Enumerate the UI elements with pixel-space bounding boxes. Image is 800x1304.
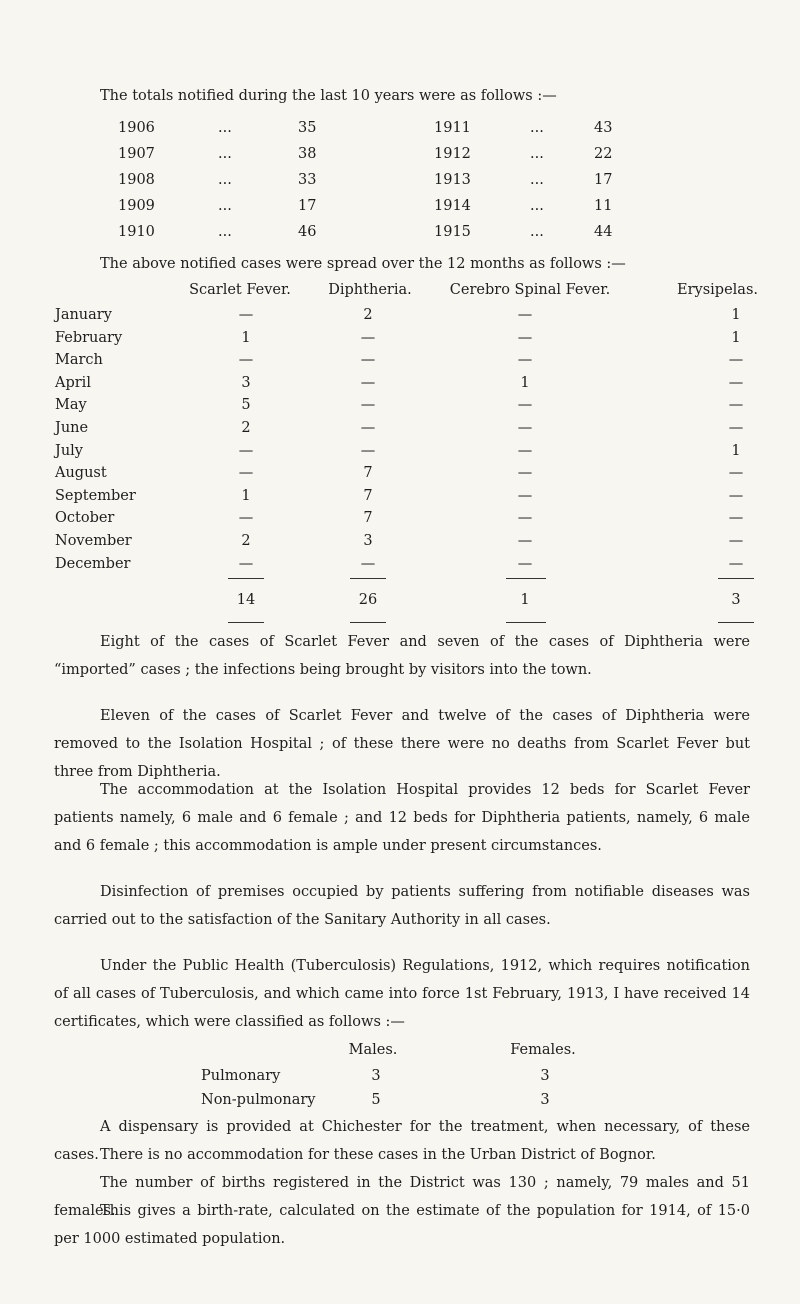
year: 1911 xyxy=(434,120,471,136)
month-cell: 1 xyxy=(731,329,741,346)
month-cell: — xyxy=(728,555,744,572)
month-cell: — xyxy=(517,397,533,414)
paragraph-imported-cases: Eight of the cases of Scarlet Fever and seven of the cases of Diphtheria were “imported” cases ; the infections being brought by visitors into the town. xyxy=(54,634,750,678)
month-cell: — xyxy=(360,397,376,414)
month-cell: 7 xyxy=(363,487,373,504)
tb-header-males: Males. xyxy=(348,1042,398,1058)
month-cell: 3 xyxy=(241,374,251,391)
month-label: August xyxy=(55,465,107,482)
paragraph-births: The number of births registered in the District was 130 ; namely, 79 males and 51 females. xyxy=(54,1175,750,1219)
month-cell: 1 xyxy=(241,329,251,346)
leader-dots: ... xyxy=(530,172,544,188)
month-cell: — xyxy=(360,442,376,459)
intro-text: The totals notified during the last 10 years were as follows :— xyxy=(100,88,557,104)
paragraph-isolation-hospital: Eleven of the cases of Scarlet Fever and twelve of the cases of Diphtheria were removed to the Isolation Hospital ; of these there were no deaths from Scarlet Fever but three from Diphtheria. xyxy=(54,708,750,780)
tb-females-value: 3 xyxy=(540,1068,550,1084)
month-cell: — xyxy=(517,352,533,369)
col-header-erysipelas: Erysipelas. xyxy=(677,282,758,298)
month-cell: — xyxy=(360,374,376,391)
month-cell: — xyxy=(517,307,533,323)
month-cell: — xyxy=(360,420,376,436)
month-cell: — xyxy=(238,442,254,459)
month-cell: 1 xyxy=(731,442,741,459)
month-label: October xyxy=(55,510,115,527)
year: 1909 xyxy=(118,198,155,214)
year: 1906 xyxy=(118,120,155,136)
leader-dots: ... xyxy=(530,198,544,214)
paragraph-disinfection: Disinfection of premises occupied by patients suffering from notifiable diseases was carried out to the satisfaction of the Sanitary Authority in all cases. xyxy=(54,884,750,928)
rule xyxy=(718,622,754,623)
month-cell: 1 xyxy=(731,307,741,323)
month-cell: — xyxy=(517,442,533,459)
year-total: 22 xyxy=(594,146,613,162)
tb-row-label: Non-pulmonary xyxy=(201,1092,316,1108)
leader-dots: ... xyxy=(530,146,544,162)
year-total: 35 xyxy=(298,120,317,136)
rule xyxy=(506,578,546,579)
monthly-intro: The above notified cases were spread over the 12 months as follows :— xyxy=(100,256,626,272)
month-label: May xyxy=(55,397,87,414)
rule xyxy=(350,578,386,579)
paragraph-accommodation: The accommodation at the Isolation Hospital provides 12 beds for Scarlet Fever patients namely, 6 male and 6 female ; and 12 beds for Diphtheria patients, namely, 6 male and 6 female ; this accommodation is ample under present circumstances. xyxy=(54,782,750,854)
year-total: 17 xyxy=(298,198,317,214)
month-cell: — xyxy=(238,510,254,527)
month-cell: — xyxy=(360,555,376,572)
year: 1912 xyxy=(434,146,471,162)
month-label: March xyxy=(55,352,103,369)
year: 1907 xyxy=(118,146,155,162)
month-cell: 1 xyxy=(520,374,530,391)
year-total: 11 xyxy=(594,198,613,214)
total-scarlet-fever: 14 xyxy=(236,592,256,608)
month-cell: — xyxy=(238,352,254,369)
month-cell: — xyxy=(728,533,744,549)
month-cell: 3 xyxy=(363,533,373,549)
month-label: January xyxy=(55,307,112,323)
year: 1908 xyxy=(118,172,155,188)
total-diphtheria: 26 xyxy=(358,592,378,608)
col-header-scarlet-fever: Scarlet Fever. xyxy=(189,282,291,298)
year: 1910 xyxy=(118,224,155,240)
month-cell: 2 xyxy=(363,307,373,323)
month-cell: — xyxy=(728,510,744,527)
paragraph-dispensary: A dispensary is provided at Chichester for the treatment, when necessary, of these cases. xyxy=(54,1119,750,1163)
year: 1913 xyxy=(434,172,471,188)
month-cell: — xyxy=(517,510,533,527)
year: 1915 xyxy=(434,224,471,240)
year: 1914 xyxy=(434,198,471,214)
month-cell: 7 xyxy=(363,465,373,482)
month-cell: — xyxy=(517,329,533,346)
year-total: 46 xyxy=(298,224,317,240)
month-label: April xyxy=(55,374,91,391)
col-header-cerebro-spinal-fever: Cerebro Spinal Fever. xyxy=(449,282,611,298)
year-total: 44 xyxy=(594,224,613,240)
leader-dots: ... xyxy=(218,172,232,188)
month-cell: 7 xyxy=(363,510,373,527)
month-cell: — xyxy=(517,533,533,549)
month-cell: — xyxy=(517,555,533,572)
leader-dots: ... xyxy=(530,120,544,136)
month-cell: — xyxy=(728,465,744,482)
month-cell: — xyxy=(728,420,744,436)
paragraph-tuberculosis: Under the Public Health (Tuberculosis) Regulations, 1912, which requires notification of all cases of Tuberculosis, and which came into force 1st February, 1913, I have received 14 certificates, which were classified as follows :— xyxy=(54,958,750,1030)
month-cell: — xyxy=(238,307,254,323)
month-label: June xyxy=(55,420,89,436)
month-cell: — xyxy=(728,487,744,504)
month-label: December xyxy=(55,555,131,572)
paragraph-birth-rate: This gives a birth-rate, calculated on the estimate of the population for 1914, of 15·0 per 1000 estimated population. xyxy=(54,1203,750,1247)
month-cell: — xyxy=(728,352,744,369)
month-cell: — xyxy=(517,487,533,504)
tb-males-value: 3 xyxy=(371,1068,381,1084)
month-label: July xyxy=(55,442,83,459)
month-cell: — xyxy=(360,352,376,369)
month-label: February xyxy=(55,329,123,346)
month-cell: 1 xyxy=(241,487,251,504)
year-total: 33 xyxy=(298,172,317,188)
rule xyxy=(350,622,386,623)
col-header-diphtheria: Diphtheria. xyxy=(328,282,412,298)
month-cell: — xyxy=(728,397,744,414)
tb-row-label: Pulmonary xyxy=(201,1068,281,1084)
year-total: 17 xyxy=(594,172,613,188)
tb-females-value: 3 xyxy=(540,1092,550,1108)
leader-dots: ... xyxy=(530,224,544,240)
month-cell: 2 xyxy=(241,420,251,436)
month-cell: — xyxy=(517,420,533,436)
month-label: November xyxy=(55,533,132,549)
paragraph-no-accommodation: There is no accommodation for these cases in the Urban District of Bognor. xyxy=(100,1147,656,1163)
leader-dots: ... xyxy=(218,198,232,214)
month-label: September xyxy=(55,487,136,504)
month-cell: — xyxy=(360,329,376,346)
rule xyxy=(228,622,264,623)
year-total: 43 xyxy=(594,120,613,136)
month-cell: 2 xyxy=(241,533,251,549)
rule xyxy=(506,622,546,623)
total-cerebro-spinal-fever: 1 xyxy=(520,592,530,608)
month-cell: — xyxy=(517,465,533,482)
month-cell: — xyxy=(238,465,254,482)
month-cell: — xyxy=(238,555,254,572)
rule xyxy=(718,578,754,579)
leader-dots: ... xyxy=(218,120,232,136)
rule xyxy=(228,578,264,579)
tb-header-females: Females. xyxy=(510,1042,576,1058)
month-cell: 5 xyxy=(241,397,251,414)
tb-males-value: 5 xyxy=(371,1092,381,1108)
total-erysipelas: 3 xyxy=(731,592,741,608)
year-total: 38 xyxy=(298,146,317,162)
leader-dots: ... xyxy=(218,146,232,162)
leader-dots: ... xyxy=(218,224,232,240)
month-cell: — xyxy=(728,374,744,391)
